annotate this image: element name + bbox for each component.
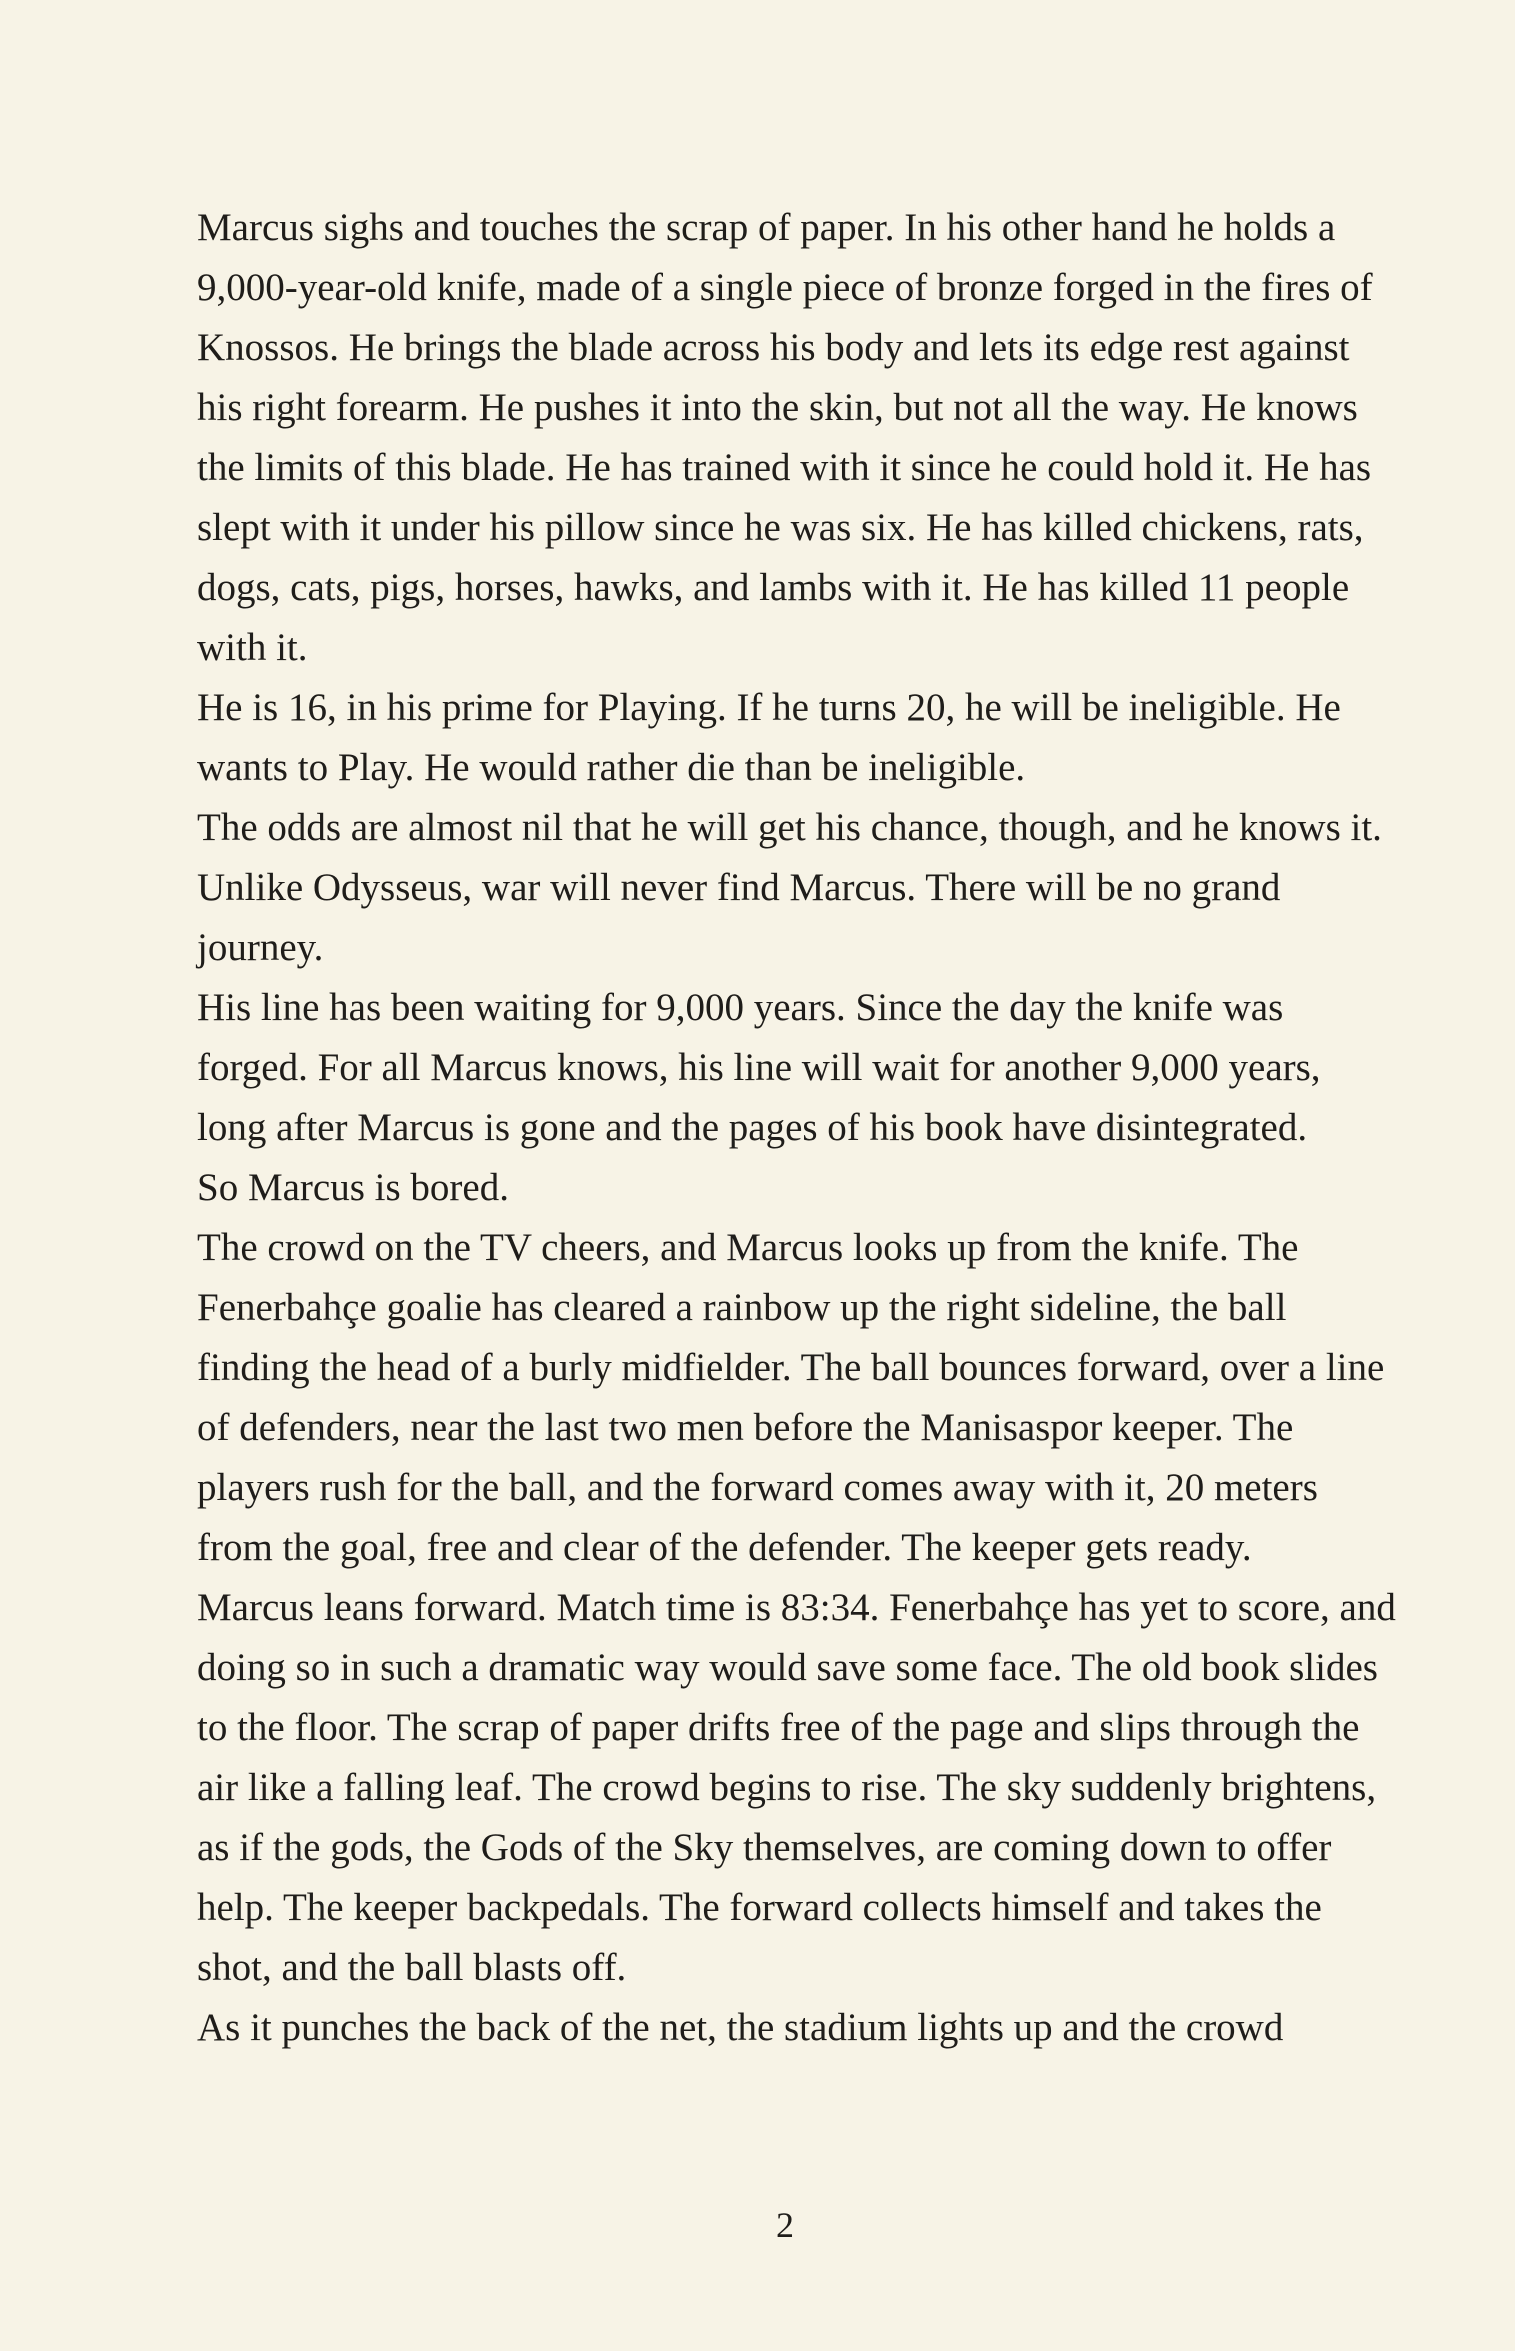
- paragraph-1: Marcus sighs and touches the scrap of paper. In his other hand he holds a 9,000-year-old knife, made of a single piece of bronze forged in the fires of Knossos. He brings the blade across his body and lets its edge rest against his right forearm. He pushes it into the skin, but not all the way. He knows the limits of this blade. He has trained with it since he could hold it. He has slept with it under his pillow since he was six. He has killed chickens, rats, dogs, cats, pigs, horses, hawks, and lambs with it. He has killed 11 people with it.: [197, 206, 1373, 669]
- body-text: [197, 198, 1397, 2058]
- paragraph-8: As it punches the back of the net, the stadium lights up and the crowd: [197, 2006, 1284, 2049]
- paragraph-4: His line has been waiting for 9,000 years. Since the day the knife was forged. For all Marcus knows, his line will wait for another 9,000 years, long after Marcus is gone and the pages of his book have disintegrated.: [197, 986, 1321, 1149]
- paragraph-7: Marcus leans forward. Match time is 83:34. Fenerbahçe has yet to score, and doing so in such a dramatic way would save some face. The old book slides to the floor. The scrap of paper drifts free of the page and slips through the air like a falling leaf. The crowd begins to rise. The sky suddenly brightens, as if the gods, the Gods of the Sky themselves, are coming down to offer help. The keeper backpedals. The forward collects himself and takes the shot, and the ball blasts off.: [197, 1586, 1396, 1989]
- paragraph-5: So Marcus is bored.: [197, 1166, 509, 1209]
- paragraph-3: The odds are almost nil that he will get his chance, though, and he knows it. Unlike Odysseus, war will never find Marcus. There will be no grand journey.: [197, 806, 1382, 969]
- page-number: 2: [776, 2205, 794, 2245]
- paragraph-6: The crowd on the TV cheers, and Marcus looks up from the knife. The Fenerbahçe goalie has cleared a rainbow up the right sideline, the ball finding the head of a burly midfielder. The ball bounces forward, over a line of defenders, near the last two men before the Manisaspor keeper. The players rush for the ball, and the forward comes away with it, 20 meters from the goal, free and clear of the defender. The keeper gets ready.: [197, 1226, 1385, 1569]
- paragraph-2: He is 16, in his prime for Playing. If he turns 20, he will be ineligible. He wants to Play. He would rather die than be ineligible.: [197, 686, 1341, 789]
